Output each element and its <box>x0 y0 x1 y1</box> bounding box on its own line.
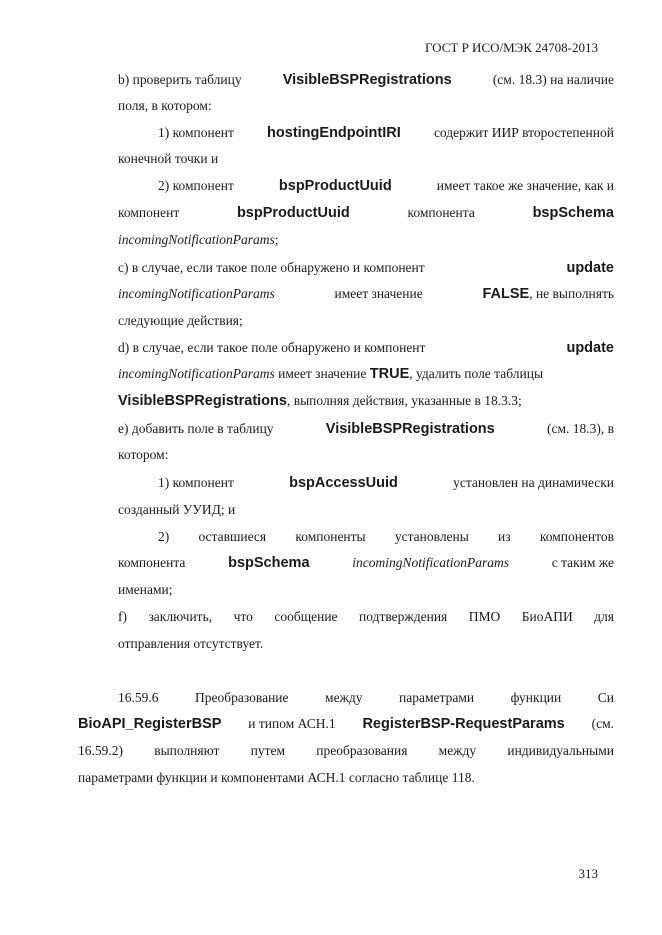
text-word: b) проверить таблицу <box>118 72 242 87</box>
text-line <box>118 340 614 356</box>
code-term: bspSchema <box>532 205 614 221</box>
code-term: bspProductUuid <box>236 205 350 221</box>
text-line: созданный УУИД; и <box>118 502 236 517</box>
text-word: компонент <box>118 205 180 220</box>
text-line: 2) оставшиеся компоненты установлены из компонентов <box>158 529 614 544</box>
text-line: 16.59.6 Преобразование между параметрами функции Си <box>118 690 614 705</box>
text-line: следующие действия; <box>118 313 243 328</box>
code-term: FALSE <box>482 286 530 302</box>
text-word: 1) компонент <box>158 475 234 490</box>
text-word: содержит ИИР второстепенной <box>433 125 614 140</box>
italic-term: incomingNotificationParams <box>118 286 275 301</box>
text-word: компонента <box>407 205 475 220</box>
text-line: поля, в котором: <box>118 98 212 113</box>
text-line: именами; <box>118 582 173 597</box>
text-line <box>118 72 614 88</box>
document-header: ГОСТ Р ИСО/МЭК 24708-2013 <box>424 40 598 55</box>
text-line <box>158 125 614 141</box>
text-line: котором: <box>118 447 169 462</box>
text-line <box>118 286 614 302</box>
text-word: e) добавить поле в таблицу <box>118 421 274 436</box>
code-term: VisibleBSPRegistrations <box>282 72 452 88</box>
text-word: имеет значение <box>278 366 367 381</box>
code-term: update <box>566 340 614 356</box>
text-word: c) в случае, если такое поле обнаружено и компонент <box>118 260 425 275</box>
text-line <box>118 393 522 409</box>
text-line <box>118 555 614 571</box>
code-term: update <box>566 260 614 276</box>
italic-term: incomingNotificationParams <box>118 366 275 381</box>
code-term: hostingEndpointIRI <box>267 125 401 141</box>
code-term: TRUE <box>369 366 410 382</box>
code-term: bspAccessUuid <box>289 475 398 491</box>
text-word: , не выполнять <box>529 286 614 301</box>
text-word: d) в случае, если такое поле обнаружено и компонент <box>118 340 426 355</box>
text-line: параметрами функции и компонентами АСН.1 согласно таблице 118. <box>78 770 475 785</box>
text-word: (см. 18.3), в <box>546 421 614 436</box>
text-word: с таким же <box>551 555 614 570</box>
text-word: , выполняя действия, указанные в 18.3.3; <box>286 393 522 408</box>
code-term: VisibleBSPRegistrations <box>118 393 287 409</box>
text-line <box>118 260 614 276</box>
text-line: 16.59.2) выполняют путем преобразования между индивидуальными <box>78 743 614 758</box>
code-term: RegisterBSP-RequestParams <box>362 716 565 732</box>
text-line <box>118 205 614 221</box>
text-word: (см. 18.3) на наличие <box>492 72 614 87</box>
text-line <box>118 366 543 382</box>
text-line <box>118 232 279 248</box>
italic-term: incomingNotificationParams <box>352 555 509 570</box>
text-word: 1) компонент <box>158 125 234 140</box>
text-word: ; <box>274 232 279 247</box>
code-term: bspProductUuid <box>278 178 392 194</box>
code-term: BioAPI_RegisterBSP <box>78 716 222 732</box>
text-line <box>118 421 614 437</box>
text-line: f) заключить, что сообщение подтверждения ПМО БиоАПИ для <box>118 609 614 624</box>
code-term: VisibleBSPRegistrations <box>325 421 495 437</box>
text-word: компонента <box>118 555 186 570</box>
text-line <box>158 178 614 194</box>
text-word: имеет такое же значение, как и <box>436 178 614 193</box>
text-line: конечной точки и <box>118 151 219 166</box>
text-word: установлен на динамически <box>453 475 614 490</box>
text-word: 2) компонент <box>158 178 234 193</box>
code-term: bspSchema <box>228 555 310 571</box>
text-word: имеет значение <box>334 286 423 301</box>
text-word: и типом АСН.1 <box>248 716 336 731</box>
text-word: (см. <box>591 716 614 731</box>
page-number: 313 <box>578 866 598 881</box>
text-line: отправления отсутствует. <box>118 636 264 651</box>
text-line <box>158 475 614 491</box>
text-word: , удалить поле таблицы <box>409 366 544 381</box>
italic-term: incomingNotificationParams <box>118 232 275 247</box>
text-line <box>78 716 614 732</box>
